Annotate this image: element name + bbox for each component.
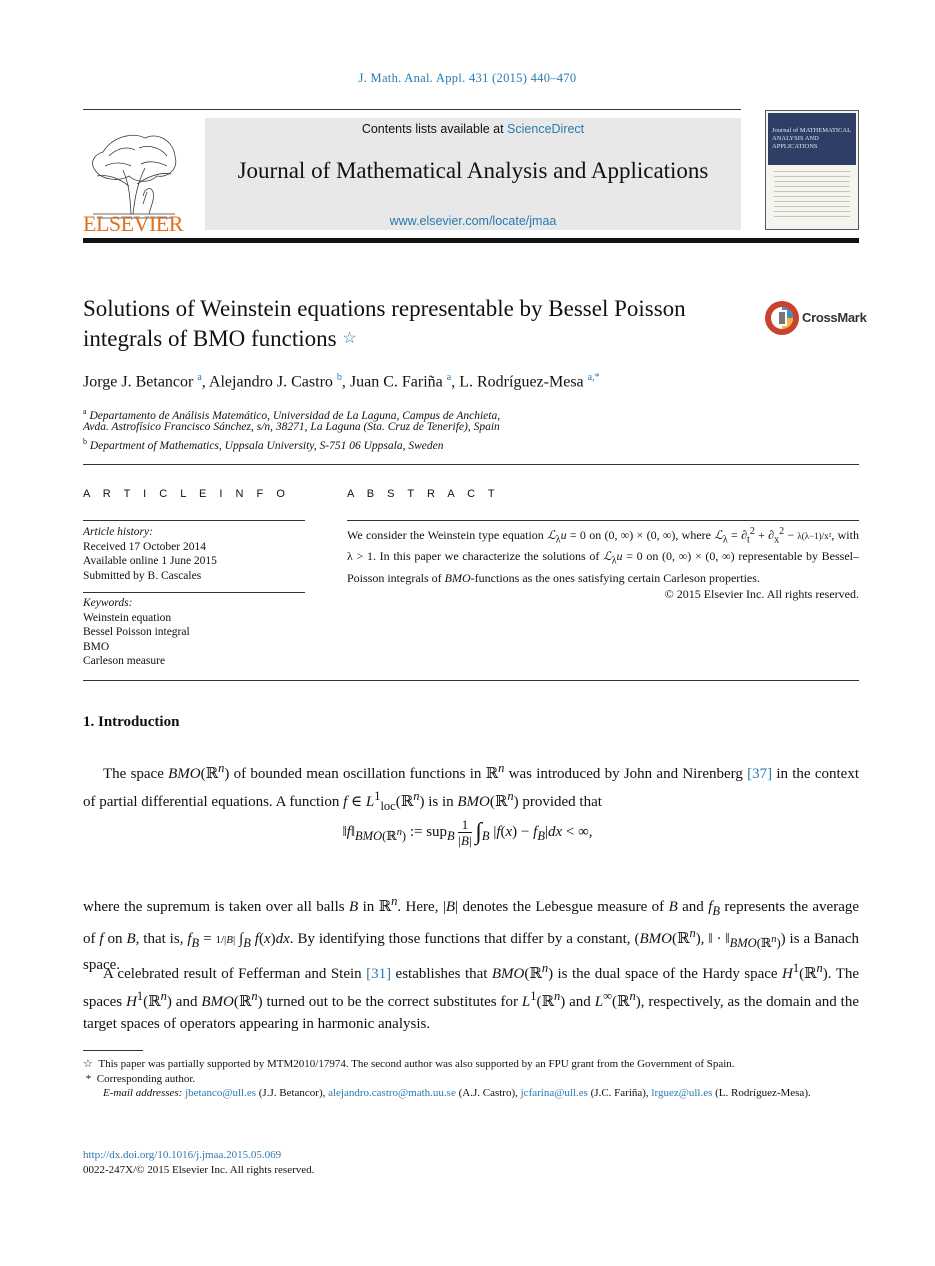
intro-paragraph: A celebrated result of Fefferman and Stein [31] establishes that BMO(ℝ$^n$) is the dual space of the Hardy space $H^1(ℝ^n)$. The spaces $H^1(ℝ^n)$ and BMO(ℝ$^n$) turned out to be the correct substitutes for $L^1(ℝ^n)$ and L∞(ℝ$^n$), respectively, as the domain and the target spaces of operators appearing in harmonic analysis. [83, 961, 860, 1032]
issn-line: 0022-247X/© 2015 Elsevier Inc. All rights reserved. [83, 1163, 315, 1176]
keywords: Keywords: Weinstein equation Bessel Poisson integral BMO Carleson measure [83, 596, 305, 669]
bmo-norm-formula: $‖f‖_{BMO(ℝ^n)}$ := sup$_B$ $\frac{1}{|B|}$ $\int_B$ $|f(x) - f_B|dx$ < ∞, [342, 817, 593, 848]
intro-paragraph: where the supremum is taken over all balls B in ℝ$^n$. Here, |B| denotes the Lebesgue measure of B and $f_B$ represents the average of f on B, that is, $f_B = 1/|B|$ $\int_B$ f(x)dx. By identifying those functions that differ by a constant, (BMO(ℝ$^n$), ‖ · $‖_{BMO(ℝ^n)}$) is a Banach space. [83, 894, 860, 973]
reference-link[interactable]: [37] [747, 766, 773, 782]
divider [347, 520, 859, 521]
cover-title: Journal of MATHEMATICAL ANALYSIS AND APPLICATIONS [772, 127, 851, 150]
journal-title: Journal of Mathematical Analysis and Applications [237, 158, 709, 183]
article-info-heading: A R T I C L E I N F O [83, 488, 290, 500]
funding-footnote: ☆ This paper was partially supported by MTM2010/17974. The second author was also supported by an FPU grant from the Government of Spain. [83, 1058, 735, 1070]
divider [83, 680, 859, 681]
title-footnote-mark: ☆ [83, 1058, 93, 1070]
doi-link[interactable]: http://dx.doi.org/10.1016/j.jmaa.2015.05.069 [83, 1149, 282, 1161]
author-list: Jorge J. Betancor $^a$, Alejandro J. Castro $^b$, Juan C. Fariña $^a$, L. Rodríguez-Mesa $^{a,*}$ [83, 372, 600, 391]
sciencedirect-link[interactable]: ScienceDirect [507, 122, 585, 136]
abstract-heading: A B S T R A C T [347, 488, 500, 500]
intro-paragraph: The space BMO(ℝ$^n$) of bounded mean oscillation functions in ℝ$^n$ was introduced by John and Nirenberg [37] in the context of partial differential equations. A function f ∈ $L^1_{loc}(ℝ^n)$ is in BMO(ℝ$^n$) provided that [83, 761, 859, 813]
title-footnote-mark[interactable]: ☆ [342, 330, 357, 347]
affiliation: $^b$ Department of Mathematics, Uppsala University, S-751 06 Uppsala, Sweden [83, 437, 444, 452]
email-link[interactable]: jbetanco@ull.es [185, 1087, 257, 1099]
crossmark-label: CrossMark [802, 310, 867, 325]
journal-citation[interactable]: J. Math. Anal. Appl. 431 (2015) 440–470 [358, 71, 577, 85]
contents-prefix: Contents lists available at [361, 122, 508, 136]
article-history: Article history: Received 17 October 2014 Available online 1 June 2015 Submitted by B. Cascales [83, 526, 217, 582]
divider [83, 592, 305, 593]
footnotes [83, 1057, 859, 1101]
affiliation: Avda. Astrofísico Francisco Sánchez, s/n, 38271, La Laguna (Sta. Cruz de Tenerife), Spain [83, 421, 500, 433]
contents-line [205, 122, 741, 136]
author-name[interactable]: L. Rodríguez-Mesa [459, 373, 584, 391]
keyword: Bessel Poisson integral [83, 626, 190, 638]
divider [83, 520, 305, 521]
footnote-rule [83, 1050, 143, 1051]
author-name[interactable]: Jorge J. Betancor [83, 373, 194, 391]
email-link[interactable]: lrguez@ull.es [651, 1087, 713, 1099]
header-rule [83, 109, 741, 110]
keyword: Carleson measure [83, 655, 166, 667]
copyright: © 2015 Elsevier Inc. All rights reserved. [664, 586, 859, 601]
corresponding-footnote: * Corresponding author. [83, 1072, 196, 1085]
email-link[interactable]: jcfarina@ull.es [520, 1087, 588, 1099]
journal-cover-thumbnail [765, 110, 859, 230]
author-name[interactable]: Alejandro J. Castro [208, 373, 333, 391]
author-affil-mark[interactable]: a,* [587, 372, 600, 383]
keyword: Weinstein equation [83, 611, 172, 624]
crossmark-badge[interactable] [764, 300, 867, 336]
abstract-body: We consider the Weinstein type equation ℒ$_\lambda$u = 0 on (0, ∞) × (0, ∞), where ℒ$_\lambda$ = $\partial_t^2 + \partial_x^2 - \lambda(\lambda-1)/x^2$, with λ > 1. In this paper we characterize the solutions of ℒ$_\lambda$u = 0 on (0, ∞) × (0, ∞) representable by Bessel–Poisson integrals of BMO-functions as the ones satisfying certain Carleson properties. © 2015 Elsevier Inc. All rights reserved. [347, 526, 859, 601]
keyword: BMO [83, 640, 110, 653]
doi-block [83, 1148, 314, 1177]
header-thick-rule [83, 238, 859, 243]
paper-title: Solutions of Weinstein equations representable by Bessel Poisson integrals of BMO functions ☆ [83, 296, 686, 351]
affiliation: $^a$ Departamento de Análisis Matemático, Universidad de La Laguna, Campus de Anchieta, [83, 407, 501, 422]
reference-link[interactable]: [31] [366, 966, 392, 982]
author-affil-mark[interactable]: b [336, 372, 342, 383]
divider [83, 464, 859, 465]
author-affil-mark[interactable]: a [446, 372, 452, 383]
elsevier-wordmark: ELSEVIER [83, 211, 183, 236]
email-footnote: E-mail addresses: jbetanco@ull.es (J.J. Betancor), alejandro.castro@math.uu.se (A.J. Castro), jcfarina@ull.es (J.C. Fariña), lrguez@ull.es (L. Rodríguez-Mesa). [103, 1087, 811, 1099]
crossmark-icon [764, 300, 800, 336]
author-name[interactable]: Juan C. Fariña [349, 373, 443, 391]
journal-banner [205, 118, 741, 230]
journal-homepage-link[interactable]: www.elsevier.com/locate/jmaa [389, 214, 557, 228]
email-link[interactable]: alejandro.castro@math.uu.se [328, 1087, 456, 1099]
section-heading: 1. Introduction [83, 714, 180, 730]
author-affil-mark[interactable]: a [197, 372, 202, 383]
